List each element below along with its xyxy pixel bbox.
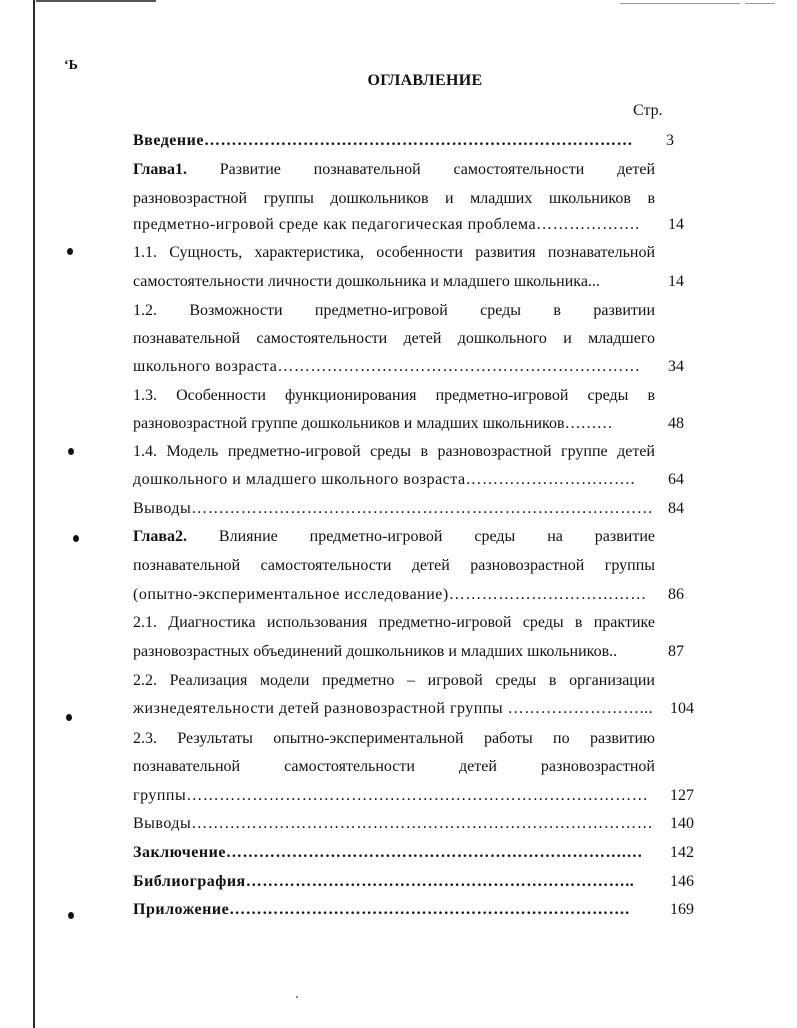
page-scan-edge: [33, 0, 35, 1028]
toc-entry-1-2-line2: познавательной самостоятельности детей дошкольного и младшего: [133, 330, 655, 347]
toc-page-number: 84: [668, 500, 684, 517]
binding-hole-3: [73, 535, 79, 542]
toc-entry-1-2-line1: 1.2. Возможности предметно-игровой среды в развитии: [133, 302, 655, 319]
corner-mark: ‘Ь: [64, 58, 78, 73]
toc-entry-1-3-line1: 1.3. Особенности функционирования предметно-игровой среды в: [133, 387, 655, 404]
top-rule-right-short: [745, 3, 775, 4]
top-rule-right: [620, 3, 740, 4]
toc-page-number: 14: [668, 273, 684, 290]
page-column-label: Стр.: [633, 102, 663, 119]
toc-entry-chapter2-line3: (опытно-экспериментальное исследование)………………………………: [133, 586, 647, 603]
binding-hole-1: [67, 248, 73, 255]
toc-entry-2-2-line1: 2.2. Реализация модели предметно – игровой среды в организации: [133, 672, 655, 689]
top-rule-left: [36, 0, 156, 2]
toc-entry-bibliography: Библиография……………………………………………………………..: [133, 873, 635, 890]
page-title: ОГЛАВЛЕНИЕ: [367, 72, 483, 89]
binding-hole-4: [66, 714, 72, 721]
toc-page-number: 64: [668, 471, 684, 488]
toc-entry-chapter2-line2: познавательной самостоятельности детей разновозрастной группы: [133, 557, 655, 574]
toc-entry-2-3-line1: 2.3. Результаты опытно-экспериментальной работы по развитию: [133, 730, 655, 747]
toc-entry-2-3-line2: познавательной самостоятельности детей разновозрастной: [133, 758, 655, 775]
toc-page-number: 140: [670, 815, 694, 832]
toc-page-number: 127: [670, 787, 694, 804]
toc-entry-chapter2-line1: Глава2. Влияние предметно-игровой среды на развитие: [133, 528, 655, 545]
toc-page-number: 169: [670, 901, 694, 918]
scan-speck: [296, 996, 298, 998]
toc-entry-1-4-line2: дошкольного и младшего школьного возраста………………………….: [133, 471, 636, 488]
toc-entry-2-1-line1: 2.1. Диагностика использования предметно-игровой среды в практике: [133, 614, 655, 631]
binding-hole-2: [68, 448, 74, 455]
toc-entry-introduction: Введение……………………………………………………………………: [133, 132, 633, 149]
toc-entry-chapter1-line1: Глава1. Развитие познавательной самостоятельности детей: [133, 161, 655, 178]
toc-entry-conclusions-ch2: Выводы…………………………………………………………………………: [133, 815, 654, 832]
toc-entry-conclusion: Заключение……………………………………………………………….…: [133, 844, 643, 861]
toc-entry-appendix: Приложение……………………………………………………………….: [133, 901, 630, 918]
toc-entry-1-4-line1: 1.4. Модель предметно-игровой среды в разновозрастной группе детей: [133, 443, 655, 460]
toc-page-number: 142: [670, 844, 694, 861]
toc-page-number: 3: [666, 132, 674, 149]
toc-entry-chapter1-line2: разновозрастной группы дошкольников и младших школьников в: [133, 190, 655, 207]
binding-hole-5: [68, 912, 74, 919]
toc-entry-2-2-line2: жизнедеятельности детей разновозрастной группы ……………………...: [133, 700, 654, 717]
toc-page-number: 146: [670, 873, 694, 890]
toc-page-number: 14: [668, 216, 684, 233]
toc-page-number: 48: [668, 415, 684, 432]
toc-entry-chapter1-line3: предметно-игровой среде как педагогическая проблема……………….: [133, 216, 640, 233]
toc-entry-2-3-line3: группы…………………………………………………………………………: [133, 787, 649, 804]
toc-entry-1-2-line3: школьного возраста…………………………………………………………: [133, 358, 641, 375]
toc-page-number: 87: [668, 643, 684, 660]
toc-entry-1-1-line1: 1.1. Сущность, характеристика, особенности развития познавательной: [133, 244, 655, 261]
toc-page-number: 86: [668, 586, 684, 603]
toc-entry-1-1-line2: самостоятельности личности дошкольника и младшего школьника...: [133, 273, 600, 290]
toc-page-number: 34: [668, 358, 684, 375]
toc-entry-2-1-line2: разновозрастных объединений дошкольников и младших школьников..: [133, 643, 618, 660]
toc-entry-1-3-line2: разновозрастной группе дошкольников и младших школьников………: [133, 415, 613, 432]
toc-entry-conclusions-ch1: Выводы…………………………………………………………………………: [133, 500, 654, 517]
toc-page-number: 104: [670, 700, 694, 717]
